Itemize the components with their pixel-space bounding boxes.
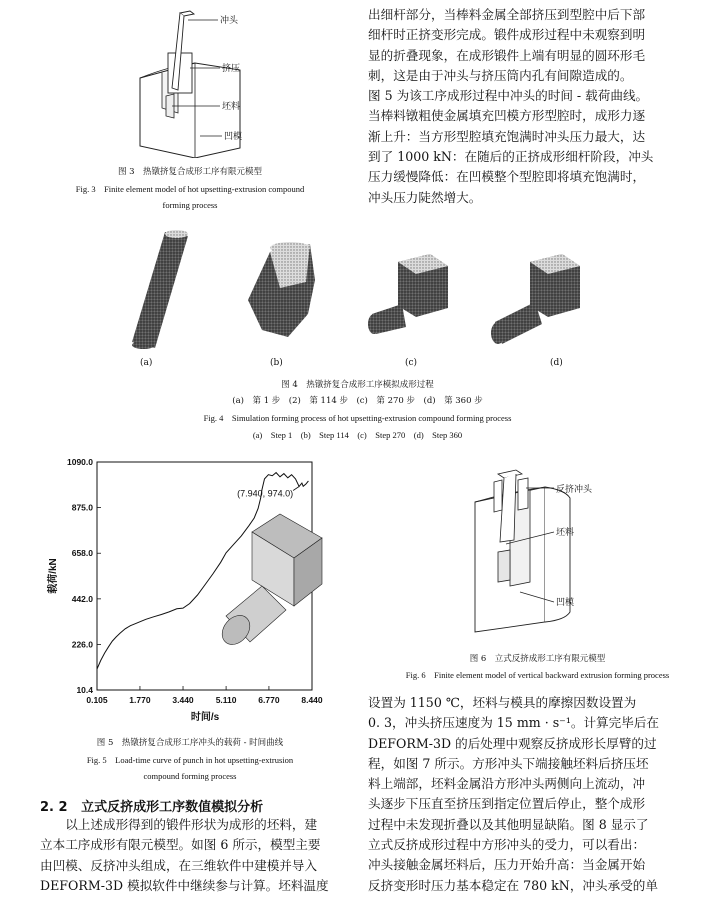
fig4-subcaption-cn: (a) 第 1 步 (2) 第 114 步 (c) 第 270 步 (d) 第 360 步 <box>232 396 483 406</box>
text-line: DEFORM-3D 的后处理中观察反挤成形长厚臂的过 <box>368 735 657 751</box>
y-axis-label: 载荷/kN <box>48 558 59 594</box>
text-line: 由凹模、反挤冲头组成，在三维软件中建模并导入 <box>40 857 318 873</box>
fig6-label-punch: 反挤冲头 <box>556 485 593 495</box>
fig6-caption-cn: 图 6 立式反挤成形工序有限元模型 <box>469 654 606 664</box>
fig4-panel-b-label: (b) <box>270 358 283 368</box>
text-line: 设置为 1150 ℃，坯料与模具的摩擦因数设置为 <box>368 695 637 710</box>
fig3-caption-en-1: Fig. 3 Finite element model of hot upsetting-extrusion compound <box>75 184 305 194</box>
fig3-model-drawing <box>100 8 340 158</box>
figure-5-chart <box>40 450 340 730</box>
y-axis-ticks <box>67 457 101 695</box>
text-line: 压力缓慢降低：在凹模整个型腔即将填充饱满时， <box>368 169 646 185</box>
text-line: 冲头接触金属坯料后，压力开始升高：当金属开始 <box>368 857 646 873</box>
text-line: 出细杆部分，当棒料金属全部挤压到型腔中后下部 <box>368 7 646 22</box>
fig3-label-billet: 坯料 <box>222 102 241 112</box>
fig3-label-die: 凹模 <box>224 132 243 142</box>
text-line: 渐上升：当方形型腔填充饱满时冲头压力最大，达 <box>368 128 646 144</box>
fig3-caption-en-2: forming process <box>162 200 218 210</box>
text-line: 0. 3，冲头挤压速度为 15 mm · s⁻¹。计算完毕后在 <box>368 715 660 731</box>
fig5-caption-en-1: Fig. 5 Load-time curve of punch in hot upsetting-extrusion <box>86 755 294 765</box>
text-line: 到了 1000 kN：在随后的正挤成形细杆阶段，冲头 <box>368 149 654 165</box>
x-axis-ticks <box>86 686 323 705</box>
text-line: 头逐步下压直至挤压到指定位置后停止，整个成形 <box>368 796 646 812</box>
load-time-chart <box>40 450 340 730</box>
x-tick-label: 0.105 <box>86 695 108 705</box>
text-line: 图 5 为该工序成形过程中冲头的时间 - 载荷曲线。 <box>368 88 649 104</box>
y-tick-label: 875.0 <box>71 502 93 513</box>
text-line: 立式反挤成形过程中方形冲头的受力，可以看出： <box>368 837 646 853</box>
x-tick-label: 5.110 <box>215 695 237 705</box>
x-tick-label: 1.770 <box>129 695 151 705</box>
y-tick-label: 226.0 <box>71 639 93 650</box>
fig3-caption-cn: 图 3 热镦挤复合成形工序有限元模型 <box>117 167 263 177</box>
y-tick-label: 442.0 <box>71 593 93 604</box>
right-top-paragraph <box>368 5 683 208</box>
fig4-panel-a-label: (a) <box>140 358 153 368</box>
fig5-inset-part-image <box>217 514 322 650</box>
fig4-panel-d-label: (d) <box>550 358 563 368</box>
figure-3 <box>100 8 340 158</box>
fig5-caption-cn: 图 5 热镦挤复合成形工序冲头的载荷 - 时间曲线 <box>96 738 284 748</box>
fig4-panel-a-image <box>132 230 188 349</box>
fig4-subcaption-en: (a) Step 1 (b) Step 114 (c) Step 270 (d) Step 360 <box>252 430 463 440</box>
x-axis-label: 时间/s <box>190 712 220 723</box>
fig6-label-billet: 坯料 <box>556 528 575 538</box>
x-tick-label: 8.440 <box>301 695 323 705</box>
fig6-label-die: 凹模 <box>556 598 575 608</box>
x-tick-label: 3.440 <box>172 695 194 705</box>
section-number: 2. 2 <box>40 800 68 815</box>
annotation-arrow <box>293 486 299 490</box>
left-bottom-paragraph <box>40 815 353 896</box>
x-tick-label: 6.770 <box>258 695 280 705</box>
text-line: 刺，这是由于冲头与挤压筒内孔有间隙造成的。 <box>368 67 633 83</box>
fig5-caption-en-2: compound forming process <box>143 771 237 781</box>
text-line: 冲头压力陡然增大。 <box>368 189 482 205</box>
text-line: 以上述成形得到的锻件形状为成形的坯料，建 <box>65 817 318 832</box>
text-line: 料上端部，坯料金属沿方形冲头两侧向上流动，冲 <box>368 776 646 792</box>
text-line: 过程中未发现折叠以及其他明显缺陷。图 8 显示了 <box>368 816 649 832</box>
y-tick-label: 1090.0 <box>67 457 93 467</box>
figure-6 <box>470 462 670 642</box>
text-line: 细杆时正挤变形完成。锻件成形过程中未观察到明 <box>368 27 646 43</box>
annotation-label: (7.940, 974.0) <box>237 488 294 499</box>
fig4-panel-d-image <box>491 254 580 344</box>
fig4-panel-b-image <box>248 242 315 337</box>
text-line: 显的折叠现象，在成形锻件上端有明显的圆环形毛 <box>368 47 646 63</box>
y-tick-label: 658.0 <box>71 548 93 559</box>
fig6-caption-en: Fig. 6 Finite element model of vertical backward extrusion forming process <box>405 670 670 680</box>
fig4-panel-c-image <box>368 254 448 334</box>
y-tick-label: 10.4 <box>76 685 93 695</box>
fig4-panel-c-label: (c) <box>405 358 418 368</box>
section-heading <box>40 796 263 815</box>
text-line: 程，如图 7 所示。方形冲头下端接触坯料后挤压坯 <box>368 755 649 771</box>
text-line: 反挤变形时压力基本稳定在 780 kN，冲头承受的单 <box>368 877 658 893</box>
text-line: 当棒料镦粗使金属填充凹模方形型腔时，成形力逐 <box>368 108 646 124</box>
fig4-caption-en: Fig. 4 Simulation forming process of hot upsetting-extrusion compound forming process <box>203 413 512 423</box>
fig4-caption-cn: 图 4 热镦挤复合成形工序模拟成形过程 <box>281 380 434 390</box>
fig3-label-extrusion: 挤压 <box>222 64 241 74</box>
text-line: DEFORM-3D 模拟软件中继续参与计算。坯料温度 <box>40 877 329 893</box>
fig4-simulation-images <box>110 222 620 372</box>
right-bottom-paragraph <box>368 693 683 896</box>
text-line: 立本工序成形有限元模型。如图 6 所示，模型主要 <box>40 837 321 853</box>
fig3-label-punch: 冲头 <box>220 16 239 26</box>
figure-4 <box>110 222 620 372</box>
section-title: 立式反挤成形工序数值模拟分析 <box>81 800 264 815</box>
